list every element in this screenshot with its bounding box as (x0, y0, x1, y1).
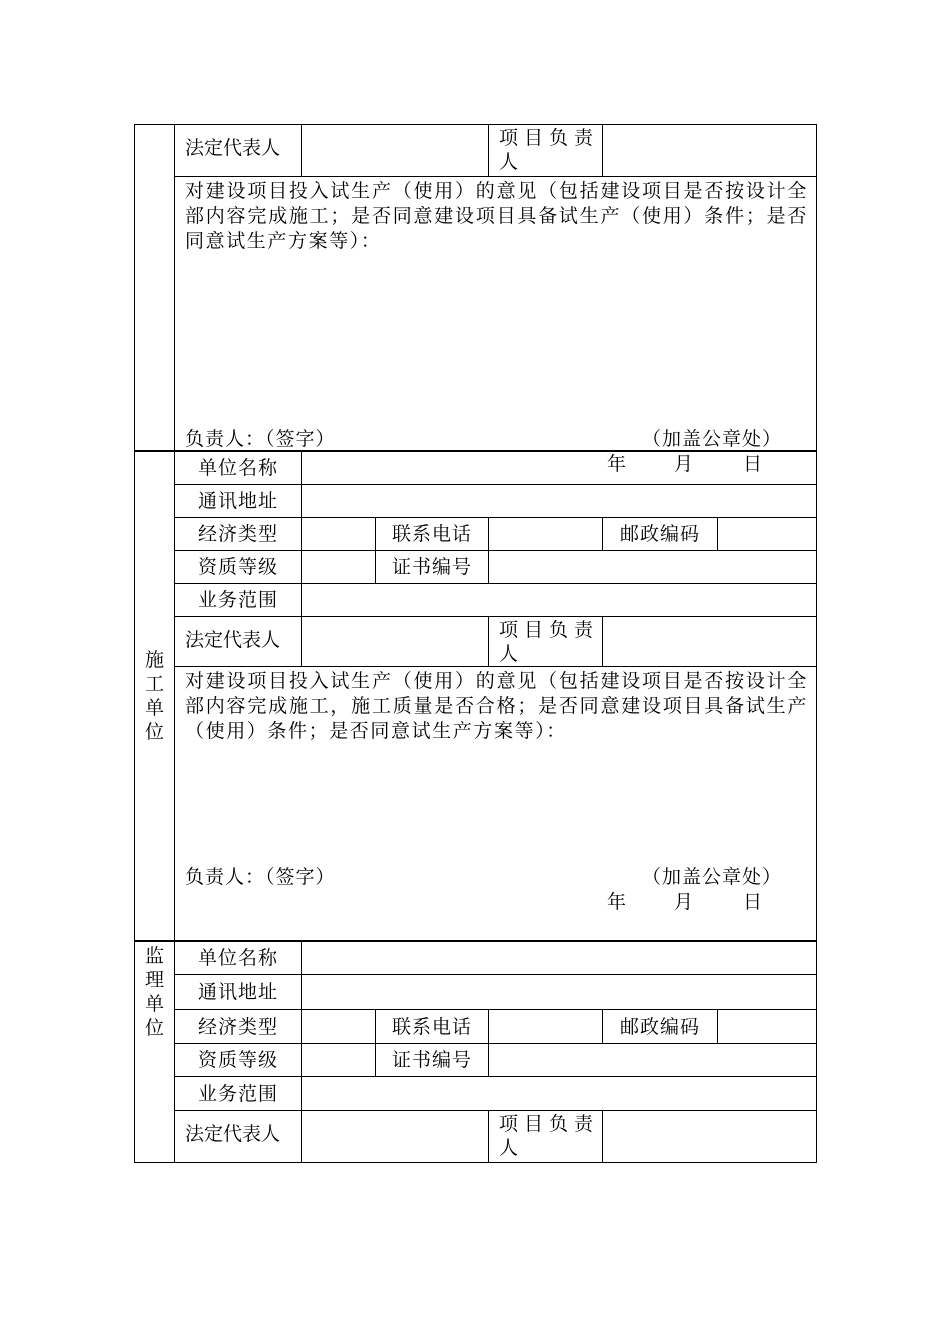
project-lead-label: 项目负责人 (489, 617, 603, 667)
year-label: 年 (606, 891, 626, 913)
day-label: 日 (742, 453, 762, 475)
postal-code-label: 邮政编码 (603, 1010, 718, 1044)
business-scope-label: 业务范围 (175, 1077, 302, 1111)
opinion-cell[interactable] (175, 667, 817, 941)
postal-code-label: 邮政编码 (603, 518, 718, 551)
postal-code-field[interactable] (718, 1010, 817, 1044)
economic-type-field[interactable] (302, 1010, 376, 1044)
business-scope-field[interactable] (302, 584, 817, 617)
month-label: 月 (673, 453, 693, 475)
opinion-text: 对建设项目投入试生产（使用）的意见（包括建设项目是否按设计全部内容完成施工；是否同意建设项目具备试生产（使用）条件；是否同意试生产方案等）： (185, 180, 808, 252)
seal-label: （加盖公章处） (641, 866, 782, 888)
legal-rep-label: 法定代表人 (175, 617, 302, 667)
project-lead-field[interactable] (603, 1111, 817, 1163)
section1-side-cell (135, 125, 175, 451)
qualification-label: 资质等级 (175, 1044, 302, 1077)
postal-code-field[interactable] (718, 518, 817, 551)
project-lead-field[interactable] (603, 617, 817, 667)
certificate-label: 证书编号 (376, 551, 489, 584)
date-line (607, 890, 762, 914)
signer-label: 负责人：（签字） (185, 866, 336, 888)
certificate-label: 证书编号 (376, 1044, 489, 1077)
address-label: 通讯地址 (175, 485, 302, 518)
project-lead-label: 项目负责人 (489, 125, 603, 177)
year-label: 年 (606, 453, 626, 475)
economic-type-field[interactable] (302, 518, 376, 551)
construction-unit-label: 施 工 单 位 (135, 451, 175, 941)
opinion-text: 对建设项目投入试生产（使用）的意见（包括建设项目是否按设计全部内容完成施工，施工质量是否合格；是否同意建设项目具备试生产（使用）条件；是否同意试生产方案等）： (185, 670, 808, 742)
qualification-field[interactable] (302, 551, 376, 584)
certificate-field[interactable] (489, 1044, 817, 1077)
date-line (607, 452, 762, 476)
business-scope-label: 业务范围 (175, 584, 302, 617)
unit-name-label: 单位名称 (175, 451, 302, 485)
supervision-unit-label: 监 理 单 位 (135, 941, 175, 1163)
address-field[interactable] (302, 975, 817, 1010)
phone-label: 联系电话 (376, 1010, 489, 1044)
phone-field[interactable] (489, 518, 603, 551)
project-lead-field[interactable] (603, 125, 817, 177)
legal-rep-field[interactable] (302, 125, 489, 177)
phone-label: 联系电话 (376, 518, 489, 551)
phone-field[interactable] (489, 1010, 603, 1044)
signer-label: 负责人：（签字） (185, 428, 336, 450)
qualification-label: 资质等级 (175, 551, 302, 584)
economic-type-label: 经济类型 (175, 1010, 302, 1044)
approval-form-table (134, 124, 817, 1163)
certificate-field[interactable] (489, 551, 817, 584)
economic-type-label: 经济类型 (175, 518, 302, 551)
project-lead-label: 项目负责人 (489, 1111, 603, 1163)
day-label: 日 (742, 891, 762, 913)
legal-rep-field[interactable] (302, 1111, 489, 1163)
unit-name-label: 单位名称 (175, 941, 302, 975)
address-label: 通讯地址 (175, 975, 302, 1010)
business-scope-field[interactable] (302, 1077, 817, 1111)
legal-rep-label: 法定代表人 (175, 125, 302, 177)
month-label: 月 (673, 891, 693, 913)
seal-label: （加盖公章处） (641, 428, 782, 450)
qualification-field[interactable] (302, 1044, 376, 1077)
legal-rep-field[interactable] (302, 617, 489, 667)
legal-rep-label: 法定代表人 (175, 1111, 302, 1163)
unit-name-field[interactable] (302, 941, 817, 975)
address-field[interactable] (302, 485, 817, 518)
